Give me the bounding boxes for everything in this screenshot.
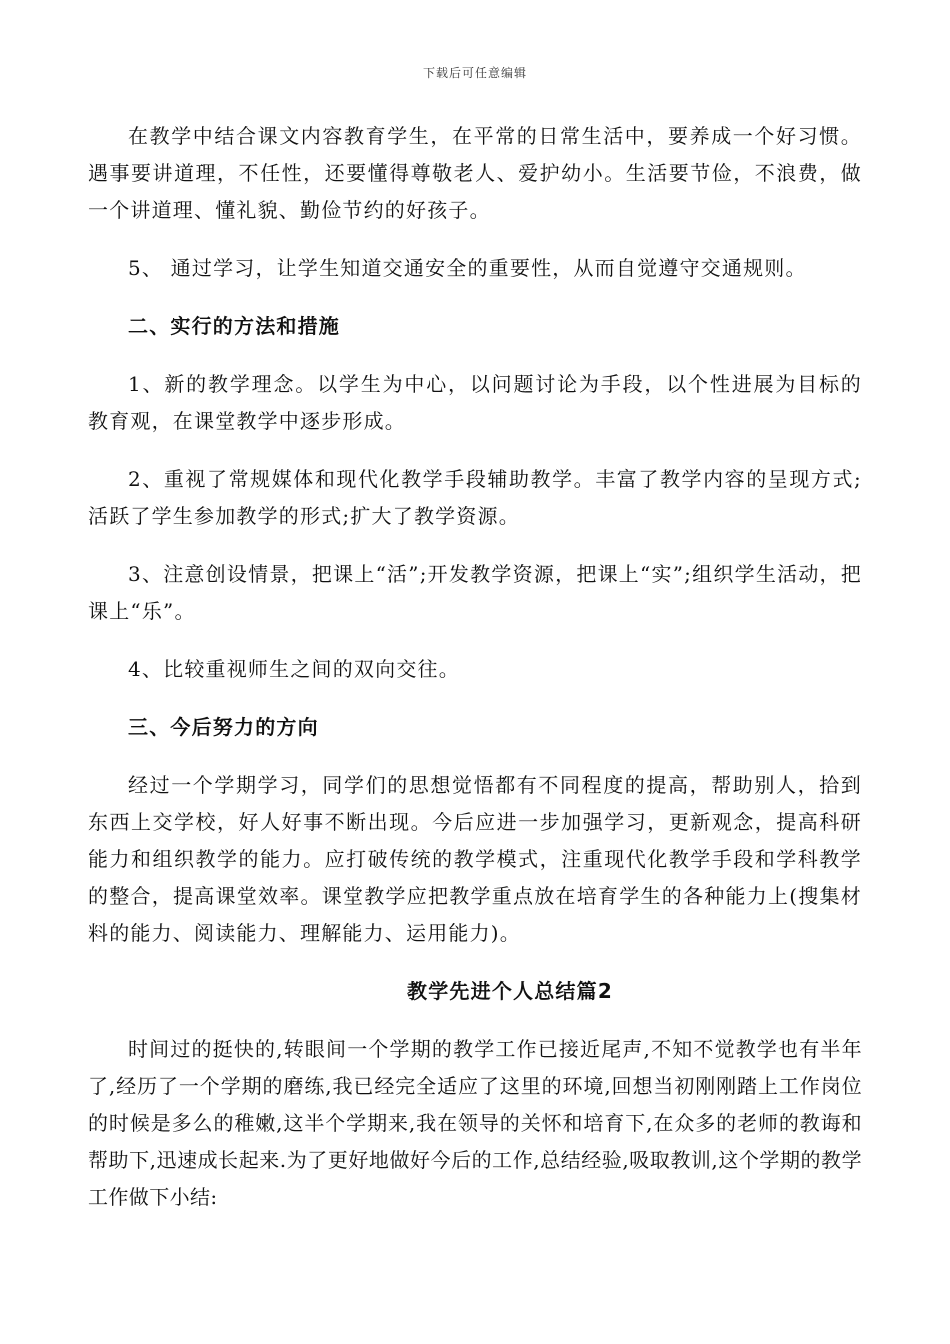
page-header: 下载后可任意编辑 [422,66,527,80]
paragraph-summary-intro: 时间过的挺快的,转眼间一个学期的教学工作已接近尾声,不知不觉教学也有半年了,经历了一个学期的磨练,我已经完全适应了这里的环境,回想当初刚刚踏上工作岗位的时候是多么的稚嫩,这半个学期来,我在领导的关怀和培育下,在众多的老师的教诲和帮助下,迅速成长起来.为了更好地做好今后的工作,总结经验,吸取教训,这个学期的教学工作做下小结: [88,1037,862,1209]
document-body [88,118,862,1237]
paragraph-moral-education: 在教学中结合课文内容教育学生，在平常的日常生活中，要养成一个好习惯。遇事要讲道理，不任性，还要懂得尊敬老人、爱护幼小。生活要节俭，不浪费，做一个讲道理、懂礼貌、勤俭节约的好孩子。 [88,124,862,222]
paragraph-method-3: 3、注意创设情景，把课上“活”;开发教学资源，把课上“实”;组织学生活动，把课上“乐”。 [88,562,862,623]
paragraph-method-4: 4、比较重视师生之间的双向交往。 [128,657,460,681]
section-title-summary-2: 教学先进个人总结篇2 [407,979,613,1003]
heading-future-direction: 三、今后努力的方向 [128,715,319,739]
paragraph-traffic-safety: 5、 通过学习，让学生知道交通安全的重要性，从而自觉遵守交通规则。 [128,256,807,280]
paragraph-future: 经过一个学期学习，同学们的思想觉悟都有不同程度的提高，帮助别人，拾到东西上交学校，好人好事不断出现。今后应进一步加强学习，更新观念，提高科研能力和组织教学的能力。应打破传统的教学模式，注重现代化教学手段和学科教学的整合，提高课堂效率。课堂教学应把教学重点放在培育学生的各种能力上(搜集材料的能力、阅读能力、理解能力、运用能力)。 [88,773,862,945]
paragraph-method-1: 1、新的教学理念。以学生为中心，以问题讨论为手段，以个性进展为目标的教育观，在课堂教学中逐步形成。 [88,372,862,433]
paragraph-method-2: 2、重视了常规媒体和现代化教学手段辅助教学。丰富了教学内容的呈现方式;活跃了学生参加教学的形式;扩大了教学资源。 [88,467,862,528]
heading-methods: 二、实行的方法和措施 [128,314,340,338]
